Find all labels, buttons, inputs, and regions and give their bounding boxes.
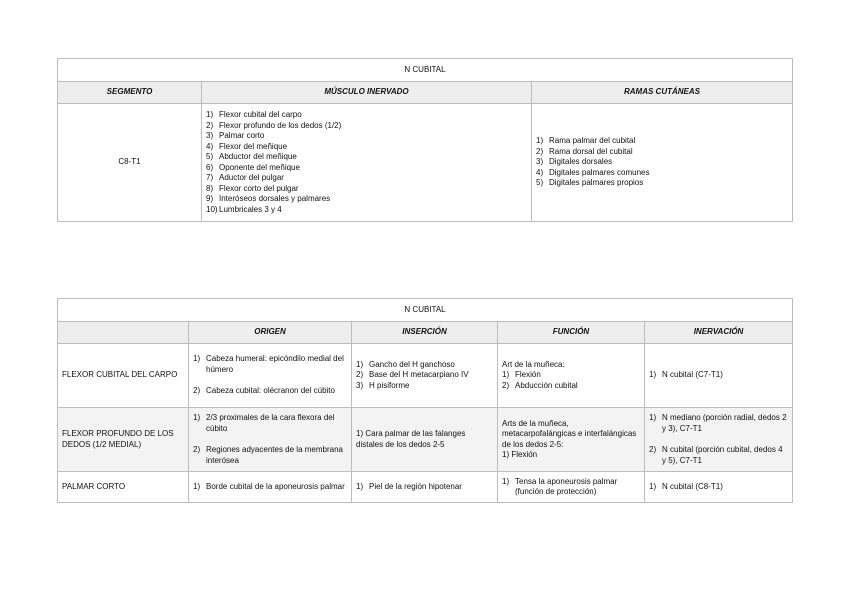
item-text: N cubital (C8-T1) — [662, 481, 723, 491]
item-text: Abducción cubital — [515, 380, 578, 390]
item-number: 1) — [193, 481, 201, 491]
item-text: N mediano (porción radial, dedos 2 y 3), C7-T1 — [662, 413, 787, 433]
function-intro: Arts de la muñeca, metacarpofalángicas e interfalángicas de los dedos 2-5: — [502, 418, 637, 449]
item-number: 2) — [649, 445, 657, 454]
insertion-cell — [352, 344, 498, 408]
function-list — [502, 477, 640, 498]
list-item — [536, 168, 788, 179]
item-text: H pisiforme — [369, 380, 410, 390]
muscle-name: PALMAR CORTO — [58, 472, 189, 503]
item-number: 1) — [502, 476, 510, 486]
list-item — [649, 413, 788, 434]
list-item — [193, 445, 347, 466]
list-item — [502, 477, 640, 498]
item-text: Flexión — [515, 370, 541, 380]
innervation-list — [649, 413, 788, 466]
item-text: Gancho del H ganchoso — [369, 359, 455, 369]
item-text: 2/3 proximales de la cara flexora del cúbito — [206, 413, 335, 433]
list-item — [649, 482, 788, 493]
list-item — [356, 360, 493, 371]
list-item — [193, 482, 347, 493]
item-text: Flexor profundo de los dedos (1/2) — [219, 120, 342, 130]
list-item — [649, 445, 788, 466]
item-number: 1) — [356, 481, 364, 491]
item-number: 2) — [502, 380, 510, 390]
list-item — [206, 163, 527, 174]
muscles-cell — [202, 104, 532, 222]
item-text: Digitales palmares comunes — [549, 167, 650, 177]
item-text: Oponente del meñique — [219, 162, 300, 172]
item-text: Tensa la aponeurosis palmar (función de protección) — [515, 476, 618, 496]
origin-list — [193, 354, 347, 397]
item-number: 5) — [206, 152, 214, 161]
list-item — [502, 370, 640, 381]
item-text: Lumbricales 3 y 4 — [219, 204, 282, 214]
table-title: N CUBITAL — [58, 59, 793, 82]
item-text: N cubital (C7-T1) — [662, 370, 723, 380]
item-number: 2) — [536, 146, 544, 156]
header-funcion: FUNCIÓN — [498, 322, 645, 344]
item-text: Cabeza cubital: olécranon del cúbito — [206, 386, 335, 396]
header-musculo-inervado: MÚSCULO INERVADO — [202, 82, 532, 104]
header-origen: ORIGEN — [189, 322, 352, 344]
nerve-summary-table — [57, 58, 793, 222]
header-muscle — [58, 322, 189, 344]
table-row — [58, 472, 793, 503]
muscles-list — [206, 110, 527, 215]
function-intro: Art de la muñeca: — [502, 359, 565, 369]
insertion-cell: 1) Cara palmar de las falanges distales de los dedos 2-5 — [352, 408, 498, 472]
list-item — [356, 381, 493, 392]
list-item — [502, 381, 640, 392]
item-number: 6) — [206, 162, 214, 172]
item-number: 3) — [206, 131, 214, 140]
item-text: Cabeza humeral: epicóndilo medial del húmero — [206, 354, 344, 374]
list-item — [193, 386, 347, 397]
item-number: 2) — [193, 386, 201, 396]
list-item — [206, 110, 527, 121]
item-number: 10) — [206, 204, 218, 214]
list-item — [206, 121, 527, 132]
list-item — [206, 173, 527, 184]
function-list — [502, 370, 640, 391]
list-item — [356, 370, 493, 381]
insertion-cell — [352, 472, 498, 503]
item-text: Rama dorsal del cubital — [549, 146, 633, 156]
item-text: Piel de la región hipotenar — [369, 481, 462, 491]
function-cell — [498, 472, 645, 503]
item-text: Palmar corto — [219, 131, 265, 140]
header-inervacion: INERVACIÓN — [645, 322, 793, 344]
origin-cell — [189, 472, 352, 503]
insertion-list — [356, 482, 493, 493]
item-text: Flexor cubital del carpo — [219, 110, 302, 119]
item-number: 1) — [206, 110, 214, 119]
list-item — [206, 184, 527, 195]
branches-cell — [532, 104, 793, 222]
item-text: Digitales dorsales — [549, 157, 613, 167]
innervation-cell — [645, 472, 793, 503]
item-text: Digitales palmares propios — [549, 178, 644, 188]
list-item — [193, 413, 347, 434]
muscle-detail-table — [57, 298, 793, 503]
innervation-list — [649, 482, 788, 493]
item-number: 1) — [649, 413, 657, 422]
item-number: 7) — [206, 173, 214, 182]
item-number: 1) — [193, 413, 201, 422]
insertion-list — [356, 360, 493, 392]
item-text: Rama palmar del cubital — [549, 136, 636, 146]
item-text: Flexor del meñique — [219, 141, 288, 151]
list-item — [536, 178, 788, 189]
origin-cell — [189, 408, 352, 472]
item-number: 5) — [536, 178, 544, 188]
item-number: 2) — [356, 370, 364, 380]
item-number: 9) — [206, 194, 214, 203]
table-row — [58, 344, 793, 408]
origin-list — [193, 413, 347, 466]
function-cell — [498, 408, 645, 472]
list-item — [536, 157, 788, 168]
table-row — [58, 408, 793, 472]
item-number: 1) — [536, 136, 544, 146]
header-insercion: INSERCIÓN — [352, 322, 498, 344]
muscle-name: FLEXOR CUBITAL DEL CARPO — [58, 344, 189, 408]
muscle-name: FLEXOR PROFUNDO DE LOS DEDOS (1/2 MEDIAL) — [58, 408, 189, 472]
item-number: 3) — [536, 157, 544, 167]
list-item — [206, 131, 527, 142]
item-text: Flexor corto del pulgar — [219, 183, 299, 193]
header-ramas-cutaneas: RAMAS CUTÁNEAS — [532, 82, 793, 104]
item-text: Borde cubital de la aponeurosis palmar — [206, 481, 345, 491]
item-number: 2) — [206, 120, 214, 130]
list-item — [536, 147, 788, 158]
item-number: 4) — [206, 141, 214, 151]
innervation-cell — [645, 408, 793, 472]
list-item — [206, 152, 527, 163]
list-item — [206, 142, 527, 153]
item-text: N cubital (porción cubital, dedos 4 y 5), C7-T1 — [662, 445, 783, 465]
list-item — [193, 354, 347, 375]
item-text: Aductor del pulgar — [219, 173, 284, 182]
function-item: 1) Flexión — [502, 450, 538, 459]
origin-cell — [189, 344, 352, 408]
item-number: 3) — [356, 380, 364, 390]
segment-cell: C8-T1 — [58, 104, 202, 222]
item-number: 2) — [193, 445, 201, 454]
branches-list — [536, 136, 788, 189]
item-number: 4) — [536, 167, 544, 177]
list-item — [206, 205, 527, 216]
innervation-list — [649, 370, 788, 381]
header-segmento: SEGMENTO — [58, 82, 202, 104]
item-number: 1) — [649, 481, 657, 491]
list-item — [649, 370, 788, 381]
item-number: 8) — [206, 183, 214, 193]
item-number: 1) — [649, 370, 657, 380]
item-number: 1) — [193, 354, 201, 364]
list-item — [356, 482, 493, 493]
item-text: Interóseos dorsales y palmares — [219, 194, 331, 203]
item-text: Base del H metacarpiano IV — [369, 370, 469, 380]
table-title: N CUBITAL — [58, 299, 793, 322]
item-text: Abductor del meñique — [219, 152, 297, 161]
item-number: 1) — [502, 370, 510, 380]
origin-list — [193, 482, 347, 493]
list-item — [206, 194, 527, 205]
innervation-cell — [645, 344, 793, 408]
item-text: Regiones adyacentes de la membrana interósea — [206, 445, 343, 465]
list-item — [536, 136, 788, 147]
function-cell — [498, 344, 645, 408]
item-number: 1) — [356, 359, 364, 369]
